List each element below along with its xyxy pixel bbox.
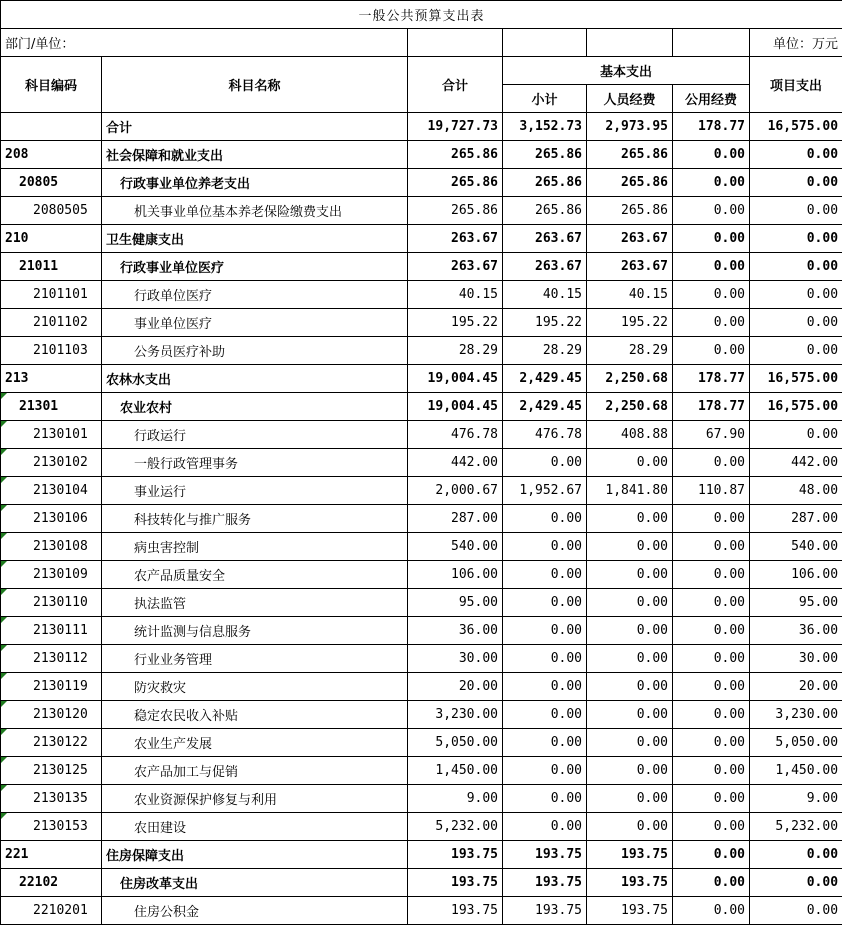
table-row [1,113,842,141]
blank-cell [587,29,673,57]
cell-subtotal: 0.00 [503,813,587,841]
title-row [1,1,842,29]
cell-project: 36.00 [750,617,842,645]
cell-name: 农业资源保护修复与利用 [102,785,408,813]
cell-name: 农产品加工与促销 [102,757,408,785]
cell-public: 0.00 [673,505,750,533]
cell-public: 0.00 [673,337,750,365]
cell-name: 农产品质量安全 [102,561,408,589]
cell-name: 行政单位医疗 [102,281,408,309]
cell-code: 20805 [1,169,102,197]
cell-project: 16,575.00 [750,113,842,141]
cell-public: 178.77 [673,365,750,393]
table-row [1,421,842,449]
cell-personnel: 263.67 [587,225,673,253]
cell-total: 476.78 [408,421,503,449]
cell-total: 540.00 [408,533,503,561]
cell-total: 263.67 [408,253,503,281]
header-row-1 [1,57,842,85]
header-public: 公用经费 [673,85,750,113]
cell-subtotal: 1,952.67 [503,477,587,505]
cell-personnel: 193.75 [587,897,673,925]
cell-name: 统计监测与信息服务 [102,617,408,645]
header-subtotal: 小计 [503,85,587,113]
cell-personnel: 0.00 [587,561,673,589]
cell-project: 16,575.00 [750,365,842,393]
cell-public: 0.00 [673,813,750,841]
table-row [1,225,842,253]
cell-name: 机关事业单位基本养老保险缴费支出 [102,197,408,225]
cell-public: 0.00 [673,225,750,253]
cell-project: 0.00 [750,309,842,337]
cell-code: 2130108 [1,533,102,561]
cell-name: 行业业务管理 [102,645,408,673]
cell-personnel: 2,973.95 [587,113,673,141]
cell-personnel: 2,250.68 [587,365,673,393]
cell-public: 0.00 [673,701,750,729]
table-row [1,309,842,337]
cell-public: 0.00 [673,645,750,673]
cell-name: 住房保障支出 [102,841,408,869]
cell-project: 9.00 [750,785,842,813]
cell-public: 0.00 [673,169,750,197]
cell-total: 265.86 [408,197,503,225]
table-row [1,393,842,421]
table-row [1,589,842,617]
cell-name: 卫生健康支出 [102,225,408,253]
cell-personnel: 2,250.68 [587,393,673,421]
cell-personnel: 0.00 [587,729,673,757]
table-row [1,785,842,813]
cell-total: 442.00 [408,449,503,477]
cell-personnel: 265.86 [587,169,673,197]
cell-subtotal: 265.86 [503,169,587,197]
cell-public: 110.87 [673,477,750,505]
cell-name: 行政事业单位医疗 [102,253,408,281]
cell-total: 5,232.00 [408,813,503,841]
cell-project: 0.00 [750,841,842,869]
cell-project: 1,450.00 [750,757,842,785]
cell-name: 事业运行 [102,477,408,505]
cell-name: 稳定农民收入补贴 [102,701,408,729]
cell-public: 0.00 [673,841,750,869]
cell-name: 行政事业单位养老支出 [102,169,408,197]
cell-name: 农业生产发展 [102,729,408,757]
cell-project: 106.00 [750,561,842,589]
cell-personnel: 40.15 [587,281,673,309]
cell-total: 287.00 [408,505,503,533]
header-total: 合计 [408,57,503,113]
cell-subtotal: 28.29 [503,337,587,365]
cell-personnel: 0.00 [587,813,673,841]
cell-subtotal: 0.00 [503,617,587,645]
cell-total: 19,727.73 [408,113,503,141]
cell-personnel: 265.86 [587,141,673,169]
cell-personnel: 408.88 [587,421,673,449]
cell-public: 0.00 [673,673,750,701]
cell-public: 0.00 [673,729,750,757]
cell-code: 2210201 [1,897,102,925]
blank-cell [408,29,503,57]
cell-name: 病虫害控制 [102,533,408,561]
cell-subtotal: 193.75 [503,841,587,869]
cell-code: 213 [1,365,102,393]
header-project: 项目支出 [750,57,842,113]
table-row [1,449,842,477]
cell-code: 2130110 [1,589,102,617]
cell-project: 20.00 [750,673,842,701]
cell-code: 21011 [1,253,102,281]
department-label: 部门/单位： [1,29,408,57]
cell-project: 0.00 [750,281,842,309]
table-row [1,533,842,561]
cell-total: 36.00 [408,617,503,645]
cell-project: 5,232.00 [750,813,842,841]
cell-total: 195.22 [408,309,503,337]
cell-subtotal: 0.00 [503,785,587,813]
cell-public: 0.00 [673,197,750,225]
table-row [1,701,842,729]
cell-name: 农田建设 [102,813,408,841]
cell-subtotal: 3,152.73 [503,113,587,141]
cell-project: 0.00 [750,141,842,169]
cell-code: 2101101 [1,281,102,309]
cell-code: 22102 [1,869,102,897]
cell-subtotal: 0.00 [503,729,587,757]
cell-name: 公务员医疗补助 [102,337,408,365]
cell-code: 2130119 [1,673,102,701]
table-row [1,281,842,309]
cell-total: 9.00 [408,785,503,813]
cell-name: 住房公积金 [102,897,408,925]
header-basic: 基本支出 [503,57,750,85]
cell-public: 0.00 [673,897,750,925]
cell-total: 193.75 [408,869,503,897]
cell-code: 221 [1,841,102,869]
cell-total: 95.00 [408,589,503,617]
cell-total: 5,050.00 [408,729,503,757]
cell-name: 农林水支出 [102,365,408,393]
table-row [1,897,842,925]
cell-personnel: 265.86 [587,197,673,225]
cell-public: 178.77 [673,113,750,141]
cell-code: 2130104 [1,477,102,505]
cell-public: 67.90 [673,421,750,449]
cell-code: 2130125 [1,757,102,785]
cell-project: 30.00 [750,645,842,673]
cell-personnel: 0.00 [587,589,673,617]
cell-total: 19,004.45 [408,393,503,421]
cell-code: 2130153 [1,813,102,841]
table-row [1,561,842,589]
cell-personnel: 28.29 [587,337,673,365]
cell-personnel: 0.00 [587,645,673,673]
table-row [1,869,842,897]
cell-code: 2101103 [1,337,102,365]
cell-total: 2,000.67 [408,477,503,505]
cell-total: 263.67 [408,225,503,253]
cell-subtotal: 265.86 [503,141,587,169]
cell-code: 2130112 [1,645,102,673]
cell-personnel: 0.00 [587,449,673,477]
cell-public: 0.00 [673,617,750,645]
cell-personnel: 193.75 [587,869,673,897]
cell-total: 193.75 [408,897,503,925]
cell-total: 19,004.45 [408,365,503,393]
cell-total: 265.86 [408,169,503,197]
cell-subtotal: 2,429.45 [503,365,587,393]
cell-subtotal: 476.78 [503,421,587,449]
table-row [1,813,842,841]
cell-code: 2101102 [1,309,102,337]
cell-public: 0.00 [673,309,750,337]
cell-subtotal: 0.00 [503,505,587,533]
table-row [1,253,842,281]
cell-code: 2080505 [1,197,102,225]
cell-public: 0.00 [673,281,750,309]
cell-name: 社会保障和就业支出 [102,141,408,169]
blank-cell [503,29,587,57]
cell-public: 0.00 [673,449,750,477]
table-row [1,645,842,673]
table-row [1,365,842,393]
cell-personnel: 0.00 [587,673,673,701]
cell-name: 科技转化与推广服务 [102,505,408,533]
cell-project: 16,575.00 [750,393,842,421]
table-row [1,729,842,757]
cell-subtotal: 0.00 [503,533,587,561]
cell-project: 0.00 [750,869,842,897]
cell-subtotal: 0.00 [503,449,587,477]
cell-code [1,113,102,141]
cell-personnel: 1,841.80 [587,477,673,505]
cell-total: 40.15 [408,281,503,309]
cell-subtotal: 0.00 [503,673,587,701]
cell-subtotal: 0.00 [503,701,587,729]
cell-name: 住房改革支出 [102,869,408,897]
header-code: 科目编码 [1,57,102,113]
cell-public: 0.00 [673,533,750,561]
cell-personnel: 0.00 [587,505,673,533]
cell-code: 21301 [1,393,102,421]
cell-public: 178.77 [673,393,750,421]
cell-subtotal: 193.75 [503,897,587,925]
cell-personnel: 0.00 [587,617,673,645]
cell-total: 3,230.00 [408,701,503,729]
cell-subtotal: 0.00 [503,645,587,673]
cell-project: 442.00 [750,449,842,477]
cell-subtotal: 2,429.45 [503,393,587,421]
cell-code: 2130109 [1,561,102,589]
cell-project: 0.00 [750,225,842,253]
cell-total: 106.00 [408,561,503,589]
cell-name: 一般行政管理事务 [102,449,408,477]
cell-total: 20.00 [408,673,503,701]
cell-subtotal: 195.22 [503,309,587,337]
cell-total: 30.00 [408,645,503,673]
table-row [1,141,842,169]
blank-cell [673,29,750,57]
cell-personnel: 263.67 [587,253,673,281]
cell-personnel: 0.00 [587,701,673,729]
cell-name: 合计 [102,113,408,141]
table-body [1,113,842,925]
cell-total: 28.29 [408,337,503,365]
page-title: 一般公共预算支出表 [1,1,842,29]
cell-name: 防灾救灾 [102,673,408,701]
cell-public: 0.00 [673,253,750,281]
cell-code: 2130122 [1,729,102,757]
cell-project: 0.00 [750,253,842,281]
cell-project: 0.00 [750,337,842,365]
cell-name: 行政运行 [102,421,408,449]
cell-subtotal: 0.00 [503,561,587,589]
unit-label: 单位：万元 [750,29,842,57]
cell-subtotal: 193.75 [503,869,587,897]
cell-subtotal: 40.15 [503,281,587,309]
cell-code: 2130120 [1,701,102,729]
table-row [1,617,842,645]
cell-subtotal: 0.00 [503,757,587,785]
cell-code: 208 [1,141,102,169]
table-row [1,477,842,505]
cell-name: 执法监管 [102,589,408,617]
header-name: 科目名称 [102,57,408,113]
table-row [1,505,842,533]
table-row [1,197,842,225]
cell-public: 0.00 [673,141,750,169]
cell-public: 0.00 [673,757,750,785]
cell-total: 193.75 [408,841,503,869]
table-row [1,841,842,869]
cell-subtotal: 263.67 [503,225,587,253]
cell-public: 0.00 [673,869,750,897]
cell-project: 95.00 [750,589,842,617]
unit-info-row [1,29,842,57]
cell-personnel: 0.00 [587,533,673,561]
table-row [1,757,842,785]
cell-project: 48.00 [750,477,842,505]
cell-project: 5,050.00 [750,729,842,757]
cell-subtotal: 263.67 [503,253,587,281]
cell-subtotal: 0.00 [503,589,587,617]
cell-personnel: 0.00 [587,785,673,813]
cell-name: 农业农村 [102,393,408,421]
cell-project: 540.00 [750,533,842,561]
cell-code: 2130102 [1,449,102,477]
table-row [1,337,842,365]
cell-code: 2130135 [1,785,102,813]
cell-subtotal: 265.86 [503,197,587,225]
cell-public: 0.00 [673,589,750,617]
cell-code: 210 [1,225,102,253]
cell-code: 2130101 [1,421,102,449]
cell-code: 2130106 [1,505,102,533]
cell-project: 3,230.00 [750,701,842,729]
cell-project: 0.00 [750,197,842,225]
cell-personnel: 0.00 [587,757,673,785]
cell-total: 1,450.00 [408,757,503,785]
header-personnel: 人员经费 [587,85,673,113]
cell-public: 0.00 [673,785,750,813]
cell-total: 265.86 [408,141,503,169]
table-row [1,673,842,701]
cell-project: 0.00 [750,897,842,925]
cell-project: 287.00 [750,505,842,533]
cell-project: 0.00 [750,169,842,197]
cell-code: 2130111 [1,617,102,645]
cell-project: 0.00 [750,421,842,449]
cell-public: 0.00 [673,561,750,589]
cell-personnel: 195.22 [587,309,673,337]
table-row [1,169,842,197]
cell-personnel: 193.75 [587,841,673,869]
cell-name: 事业单位医疗 [102,309,408,337]
